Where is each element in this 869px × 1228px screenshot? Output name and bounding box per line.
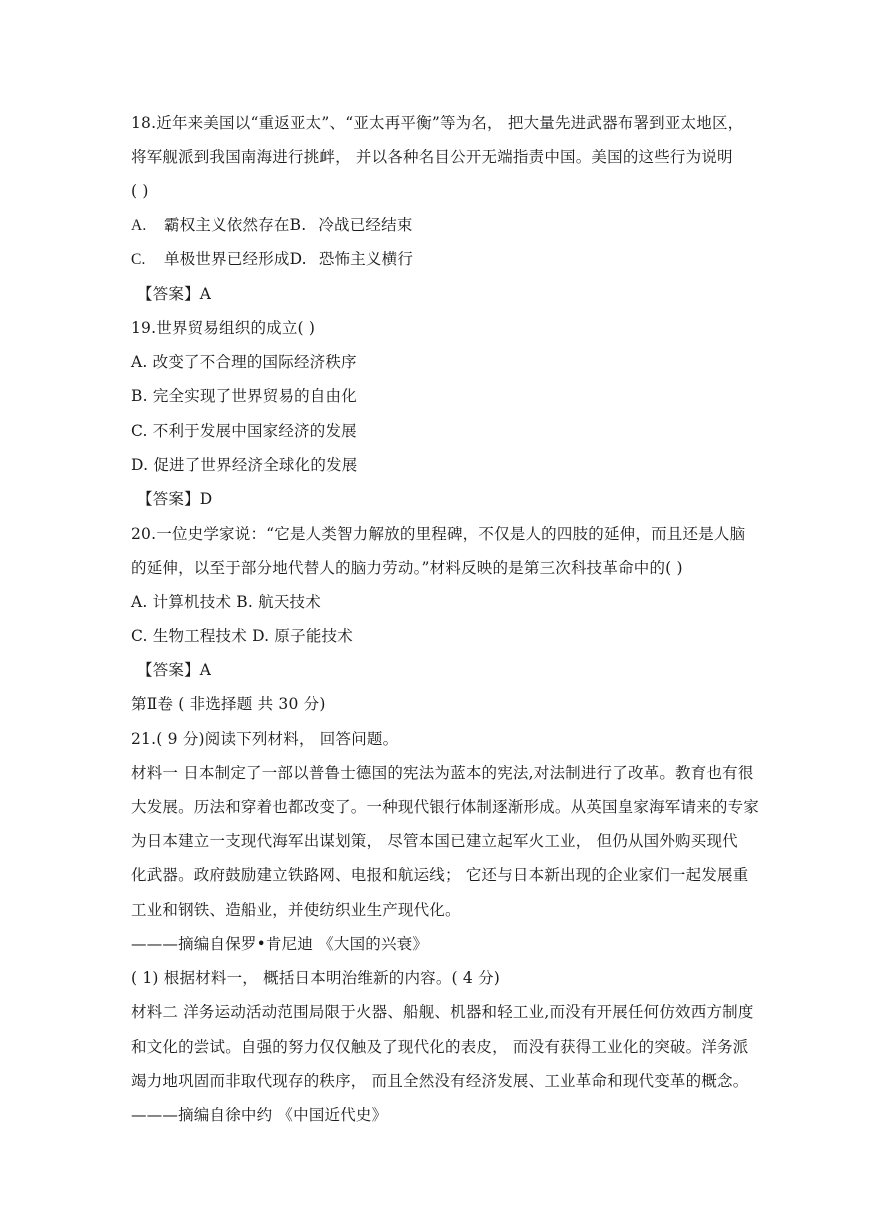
q18-stem-line-1: 18.近年来美国以“重返亚太”、“亚太再平衡”等为名， 把大量先进武器布署到亚太地区， [131,114,744,132]
q18-options-row-2 [131,249,413,270]
q20-answer: 【答案】A [137,661,212,679]
q21-material-1-line-2: 大发展。历法和穿着也都改变了。一种现代银行体制逐渐形成。从英国皇家海军请来的专家 [131,798,760,816]
q18-option-d-text: 恐怖主义横行 [318,250,414,268]
q21-sub-question-1: ( 1) 根据材料一， 概括日本明治维新的内容。( 4 分) [131,969,501,987]
q21-material-2-source: ———摘编自徐中约 《中国近代史》 [131,1106,388,1124]
q21-material-1-line-3: 为日本建立一支现代海军出谋划策， 尽管本国已建立起军火工业， 但仍从国外购买现代 [131,832,738,850]
q20-options-row-1: A. 计算机技术 B. 航天技术 [131,593,321,611]
q19-option-d: D. 促进了世界经济全球化的发展 [131,456,358,474]
q18-option-c-letter: C. [131,251,146,268]
q21-material-1-source: ———摘编自保罗•肯尼迪 《大国的兴衰》 [131,935,429,953]
q18-option-a-letter: A. [131,217,147,234]
q18-stem-line-2: 将军舰派到我国南海进行挑衅， 并以各种名目公开无端指责中国。美国的这些行为说明 [131,148,733,166]
q21-material-2-line-2: 和文化的尝试。自强的努力仅仅触及了现代化的表皮， 而没有获得工业化的突破。洋务派 [131,1038,749,1056]
q20-stem-line-2: 的延伸，以至于部分地代替人的脑力劳动。”材料反映的是第三次科技革命中的( ) [131,559,683,577]
q18-options-row-1 [131,215,413,236]
q18-option-a-text: 霸权主义依然存在 [164,216,290,234]
q21-material-1-line-4: 化武器。政府鼓励建立铁路网、电报和航运线； 它还与日本新出现的企业家们一起发展重 [131,866,749,884]
q19-option-a: A. 改变了不合理的国际经济秩序 [131,353,357,371]
q18-option-b-letter: B. [289,216,307,234]
q21-material-1-line-1: 材料一 日本制定了一部以普鲁士德国的宪法为蓝本的宪法,对法制进行了改革。教育也有很 [131,764,754,782]
q21-material-1-line-5: 工业和钢铁、造船业，并使纺织业生产现代化。 [131,901,461,919]
section-2-heading: 第Ⅱ卷 ( 非选择题 共 30 分) [131,695,326,713]
q19-answer: 【答案】D [137,490,213,508]
q21-stem: 21.( 9 分)阅读下列材料， 回答问题。 [131,730,399,748]
q19-option-b: B. 完全实现了世界贸易的自由化 [131,387,357,405]
q21-material-2-line-3: 竭力地巩固而非取代现存的秩序， 而且全然没有经济发展、工业革命和现代变革的概念。 [131,1072,749,1090]
q20-options-row-2: C. 生物工程技术 D. 原子能技术 [131,627,353,645]
q21-material-2-line-1: 材料二 洋务运动活动范围局限于火器、船舰、机器和轻工业,而没有开展任何仿效西方制度 [131,1003,754,1021]
q19-stem: 19.世界贸易组织的成立( ) [131,319,316,337]
q18-option-c-text: 单极世界已经形成 [164,250,290,268]
q19-option-c: C. 不利于发展中国家经济的发展 [131,422,357,440]
q18-stem-line-3: ( ) [131,182,149,200]
q18-option-d-letter: D. [289,250,307,268]
q18-option-b-text: 冷战已经结束 [318,216,413,234]
q18-answer: 【答案】A [137,285,212,303]
q20-stem-line-1: 20.一位史学家说：“它是人类智力解放的里程碑，不仅是人的四肢的延伸，而且还是人脑 [131,525,746,543]
